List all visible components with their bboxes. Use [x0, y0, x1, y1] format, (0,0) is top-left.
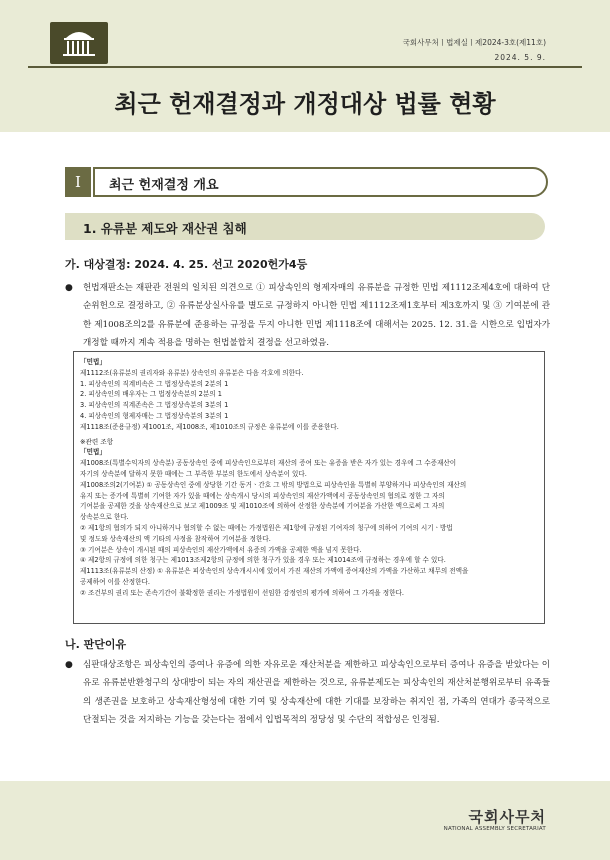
statute-line: 4. 피상속인의 형제자매는 그 법정상속분의 3분의 1	[80, 411, 229, 420]
bullet-icon: ●	[65, 283, 73, 293]
statute-line: 상속분으로 한다.	[80, 513, 129, 522]
part-b-text: 심판대상조항은 피상속인의 증여나 유증에 의한 자유로운 재산처분을 제한하고 피상속인으로부터 증여나 유증을 받았다는 이유로 유류분반환청구의 상대방이 되는 자의 재산권을 제한하는 것으로, 유류분제도는 피상속인의 재산처분행위로부터 유족들의 생존권을 보호하고 상속재산형성에 대한 기여 및 상속재산에 대한 기대를 보장하는 취지인 점, 가족의 연대가 종국적으로 단절되는 것을 저지하는 기능을 갖는다는 점에서 입법목적의 정당성 및 수단의 적합성은 인정됨.	[83, 660, 550, 726]
part-a-text: 헌법재판소는 재판관 전원의 일치된 의견으로 ① 피상속인의 형제자매의 유류분을 규정한 민법 제1112조제4호에 대하여 단순위헌으로 결정하고, ② 유류분상실사유를 별도로 규정하지 아니한 민법 제1112조제1호부터 제3호까지 및 ③ 기여분에 관한 제1008조의2를 유류분에 준용하는 규정을 두지 아니한 민법 제1118조에 대해서는 2025. 12. 31.을 시한으로 입법자가 개정할 때까지 계속 적용을 명하는 헌법불합치 결정을 선고하였음.	[83, 283, 550, 349]
statute-lines	[80, 357, 540, 599]
page-title: 최근 헌재결정과 개정대상 법률 현황	[114, 90, 496, 118]
statute-line: 제1008조의2(기여분) ① 공동상속인 중에 상당한 기간 동거ㆍ간호 그 밖의 방법으로 피상속인을 특별히 부양하거나 피상속인의 재산의	[80, 480, 467, 489]
document-meta: 국회사무처ㅣ법제실ㅣ제2024-3호(제11호)	[402, 38, 546, 47]
section-label-box	[93, 167, 548, 197]
statute-line: 3. 피상속인의 직계존속은 그 법정상속분의 3분의 1	[80, 401, 229, 410]
section-label: 최근 헌재결정 개요	[109, 178, 219, 193]
document-date: 2024. 5. 9.	[494, 53, 546, 62]
statute-line: 제1112조(유류분의 권리자와 유류분) 상속인의 유류분은 다음 각호에 의한다.	[80, 368, 304, 377]
statute-line: ④ 제2항의 규정에 의한 청구는 제1013조제2항의 규정에 의한 청구가 있을 경우 또는 제1014조에 규정하는 경우에 할 수 있다.	[80, 556, 446, 565]
statute-line: 제1008조(특별수익자의 상속분) 공동상속인 중에 피상속인으로부터 재산의 증여 또는 유증을 받은 자가 있는 경우에 그 수증재산이	[80, 459, 457, 468]
statute-line: ③ 기여분은 상속이 개시된 때의 피상속인의 재산가액에서 유증의 가액을 공제한 액을 넘지 못한다.	[80, 545, 362, 554]
statute-line: 제1113조(유류분의 산정) ① 유류분은 피상속인의 상속개시시에 있어서 가진 재산의 가액에 증여재산의 가액을 가산하고 채무의 전액을	[80, 567, 469, 576]
statute-line: ② 제1항의 협의가 되지 아니하거나 협의할 수 없는 때에는 가정법원은 제1항에 규정된 기여자의 청구에 의하여 기여의 시기ㆍ방법	[80, 523, 453, 532]
subsection-label: 1. 유류분 제도와 재산권 침해	[83, 221, 247, 236]
statute-line: 기여분을 공제한 것을 상속재산으로 보고 제1009조 및 제1010조에 의하여 산정한 상속분에 기여분을 가산한 액으로써 그 자의	[80, 502, 445, 511]
header-divider	[28, 66, 582, 68]
statute-box	[73, 351, 545, 624]
statute-line: 공제하여 이를 산정한다.	[80, 577, 150, 586]
statute-line: 2. 피상속인의 배우자는 그 법정상속분의 2분의 1	[80, 390, 222, 399]
header-band	[0, 0, 610, 132]
section-number: I	[65, 167, 91, 197]
statute-line: 자기의 상속분에 달하지 못한 때에는 그 부족한 부분의 한도에서 상속분이 있다.	[80, 469, 307, 478]
part-b-paragraph	[65, 656, 550, 730]
statute-line: 「민법」	[80, 358, 106, 366]
statute-line: ② 조건부의 권리 또는 존속기간이 불확정한 권리는 가정법원이 선임한 감정인의 평가에 의하여 그 가격을 정한다.	[80, 588, 404, 597]
part-b-heading: 나. 판단이유	[65, 638, 127, 651]
national-assembly-building-icon	[50, 22, 108, 64]
footer-org-name-en: NATIONAL ASSEMBLY SECRETARIAT	[443, 826, 546, 832]
statute-line: ※관련 조항	[80, 437, 114, 446]
section-heading	[65, 167, 542, 197]
footer-org-name: 국회사무처	[468, 808, 546, 826]
bullet-icon: ●	[65, 660, 73, 670]
statute-line: 제1118조(준용규정) 제1001조, 제1008조, 제1010조의 규정은 유류분에 이를 준용한다.	[80, 422, 339, 431]
subsection-heading	[65, 213, 545, 240]
part-a-paragraph	[65, 279, 550, 353]
statute-line: 1. 피상속인의 직계비속은 그 법정상속분의 2분의 1	[80, 379, 229, 388]
statute-line: 유지 또는 증가에 특별히 기여한 자가 있을 때에는 상속개시 당시의 피상속인의 재산가액에서 공동상속인의 협의로 정한 그 자의	[80, 491, 445, 500]
statute-line: 「민법」	[80, 448, 106, 457]
statute-line: 및 정도와 상속재산의 액 기타의 사정을 참작하여 기여분을 정한다.	[80, 534, 271, 543]
part-a-heading: 가. 대상결정: 2024. 4. 25. 선고 2020헌가4등	[65, 258, 308, 271]
footer-band	[0, 781, 610, 860]
